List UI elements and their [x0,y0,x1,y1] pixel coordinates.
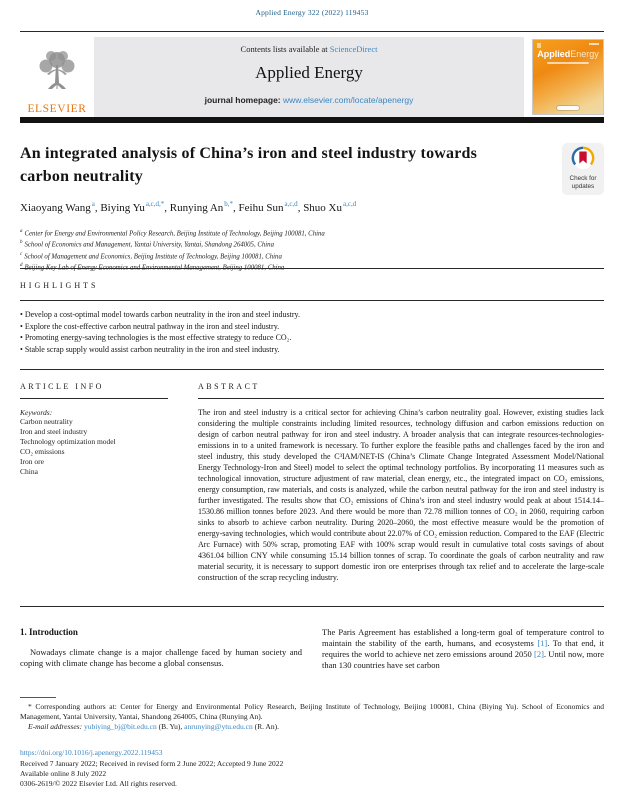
title-row [20,143,604,195]
cover-corner-text [589,43,599,45]
citation-ref-1[interactable]: [1] [537,638,548,648]
footer [20,748,604,789]
intro-text: The Paris Agreement has established a long-term goal of temperature control to maintain the stability of the earth, humans, and ecosystems [322,627,604,648]
author [20,202,100,214]
info-abstract-row [20,382,604,583]
journal-banner [20,37,604,117]
available-online: Available online 8 July 2022 [20,769,107,778]
author-affiliation-sup[interactable]: a,c,d [284,200,298,208]
affiliation-text: Center for Energy and Environmental Policy Research, Beijing Institute of Technology, Beijing 100081, China [24,230,325,238]
banner-bottom-bar [20,117,604,123]
divider [20,606,604,607]
author-name: Biying Yu [100,201,145,214]
keyword: Technology optimization model [20,437,116,446]
affiliation-text: School of Management and Economics, Beijing Institute of Technology, Beijing 100081, China [24,253,282,261]
intro-left-column [20,627,302,671]
highlight-item: • Develop a cost-optimal model towards carbon neutrality in the iron and steel industry. [20,309,604,321]
doi-link[interactable]: https://doi.org/10.1016/j.apenergy.2022.119453 [20,748,163,757]
homepage-label: journal homepage: [204,95,283,105]
affiliation [20,228,604,239]
crossmark-icon [571,157,595,174]
email-link-2[interactable]: anrunying@ytu.edu.cn [184,722,253,731]
keyword: China [20,467,38,476]
abstract-text: The iron and steel industry is a critical sector for achieving China’s carbon neutrality goal. However, existing studies lack considering the multiple constraints including limited resources, technology diffusion and carbon emissions reduction on design of carbon neutral pathway for iron and steel industry. A broader analysis that can integrate resources-technologies-emissions in to a united framework is necessary. To further explore the feasible paths and challenges faced by the iron and steel industry, this study developed the C³IAM/NET-IS (China’s Climate Change Integrated Assessment Model/National Energy Technology-Iron and Steel) model to select the optimal technology portfolios. By incorporating 11 measures such as technological innovation, structure adjustment of raw material, clean energy, etc., the integrated impact on CO₂ emissions, energy consumption, raw materials, and costs is analyzed, while the carbon neutral pathway for the iron and steel industry is further investigated. The results show that CO₂ emissions of China’s iron and steel industry would peak at about 1514.14–1530.86 million tonnes before 2023. And there would be more than 72.78 million tonnes of CO₂ in 2060, requiring carbon sinks to absorb to achieve carbon neutrality. During 2020–2060, the most effective measure would be the promotion of energy-saving technologies, which would contribute about 22.07% of CO₂ emission reduction. Compared to the EAF (Electric Arc Furnace) with 50% scrap, promoting EAF with 100% scrap would result in cumulative total costs savings of about 4361.04 billion CNY while consuming 15.14 billion tonnes of scrap. To coordinate the goals of carbon neutrality and raw material security, it is necessary to support domestic iron ore enterprises through tax relief and to accelerate the large-scale construction of the scrap recycling industry. [198,408,604,582]
keywords-label: Keywords: [20,408,53,417]
check-badge-line1: Check for [569,175,597,182]
author-name: Runying An [169,201,224,214]
intro-text: . To that end, it requires the world to achieve net zero emissions around 2050 [322,638,604,659]
author-separator: , [164,201,170,214]
cover-title-bold: Applied [537,49,571,59]
author-affiliation-sup[interactable]: a [91,200,95,208]
introduction-heading: 1. Introduction [20,627,78,637]
contents-line [94,44,524,54]
cover-column [524,37,604,117]
author-separator: , [233,201,239,214]
cover-title-light: Energy [570,49,599,59]
affiliation-sup: c [20,251,23,257]
article-info-heading: ARTICLE INFO [20,382,104,391]
introduction-section [20,627,604,671]
authors-line [20,200,604,214]
cover-bottom-label [557,106,579,110]
check-for-updates-badge[interactable] [562,143,604,195]
journal-name: Applied Energy [255,63,363,82]
author-affiliation-sup[interactable]: b,* [224,200,234,208]
email-addresses-line [20,722,604,732]
author-affiliation-sup[interactable]: a,c,d,* [145,200,165,208]
email-suffix-1: (B. Yu), [156,722,185,731]
article-info-section [20,382,168,583]
elsevier-wordmark: ELSEVIER [27,103,87,115]
highlights-section [20,309,604,355]
check-badge-line2: updates [571,182,595,190]
highlight-item: • Stable scrap supply would assist carbon neutrality in the iron and steel industry. [20,344,604,356]
journal-homepage-link[interactable]: www.elsevier.com/locate/apenergy [283,95,414,105]
highlights-heading: HIGHLIGHTS [20,281,99,290]
received-dates: Received 7 January 2022; Received in revised form 2 June 2022; Accepted 9 June 2022 [20,759,284,768]
affiliation-sup: d [20,263,23,269]
author-affiliation-sup[interactable]: a,c,d [343,200,357,208]
author [303,202,356,214]
abstract-section [198,382,604,583]
email-suffix-2: (R. An). [252,722,279,731]
author-name: Xiaoyang Wang [20,201,91,214]
divider [20,369,604,370]
footnote-divider [20,697,56,698]
corresponding-author-note: * Corresponding authors at: Center for Energy and Environmental Policy Research, Beijing Institute of Technology, Beijing 100081, China (Biying Yu). School of Economics and Management, Yantai University, Yantai, Shandong 264005, China (Runying An). [20,702,604,721]
section-rule [20,398,168,399]
affiliation-sup: b [20,240,23,246]
author [170,202,239,214]
author-separator: , [297,201,304,214]
journal-citation: Applied Energy 322 (2022) 119453 [255,8,369,17]
highlight-item: • Explore the cost-effective carbon neutral pathway in the iron and steel industry. [20,321,604,333]
divider [20,300,604,301]
header-divider [20,31,604,32]
affiliations [20,228,604,274]
author-name: Shuo Xu [303,201,342,214]
affiliation [20,251,604,262]
keyword: CO₂ emissions [20,447,65,456]
affiliation-text: School of Economics and Management, Yantai University, Yantai, Shandong 264005, China [24,241,274,249]
citation-ref-2[interactable]: [2] [533,649,544,659]
keyword: Iron and steel industry [20,427,88,436]
elsevier-tree-icon [32,47,82,102]
divider [20,268,604,269]
intro-right-paragraph [322,627,604,671]
intro-text: . Until now, more than 130 countries have set carbon [322,649,604,670]
keyword: Iron ore [20,457,44,466]
intro-right-column [322,627,604,671]
author-separator: , [94,201,101,214]
cover-title [533,49,603,59]
elsevier-logo [20,37,94,117]
copyright-line: 0306-2619/© 2022 Elsevier Ltd. All rights reserved. [20,779,177,788]
highlight-item: • Promoting energy-saving technologies is the most effective strategy to reduce CO₂. [20,332,604,344]
author-name: Feihu Sun [238,201,284,214]
homepage-line [94,95,524,105]
cover-subtitle-bar [547,62,589,64]
email-label: E-mail addresses: [28,722,84,731]
intro-left-paragraph: Nowadays climate change is a major challenge faced by human society and coping with climate change has become a global consensus. [20,647,302,668]
sciencedirect-link[interactable]: ScienceDirect [329,44,378,54]
journal-cover-thumbnail [532,39,604,115]
affiliation [20,239,604,250]
author [239,202,304,214]
affiliation-sup: a [20,229,23,234]
abstract-heading: ABSTRACT [198,382,260,391]
author [100,202,169,214]
email-link-1[interactable]: yubiying_bj@bit.edu.cn [83,722,157,731]
section-rule [198,398,604,399]
cover-publisher-mark [537,43,541,48]
paper-title: An integrated analysis of China’s iron and steel industry towards carbon neutrality [20,145,478,185]
banner-center [94,37,524,117]
footnote [20,697,604,732]
keyword: Carbon neutrality [20,417,73,426]
contents-text: Contents lists available at [240,44,330,54]
